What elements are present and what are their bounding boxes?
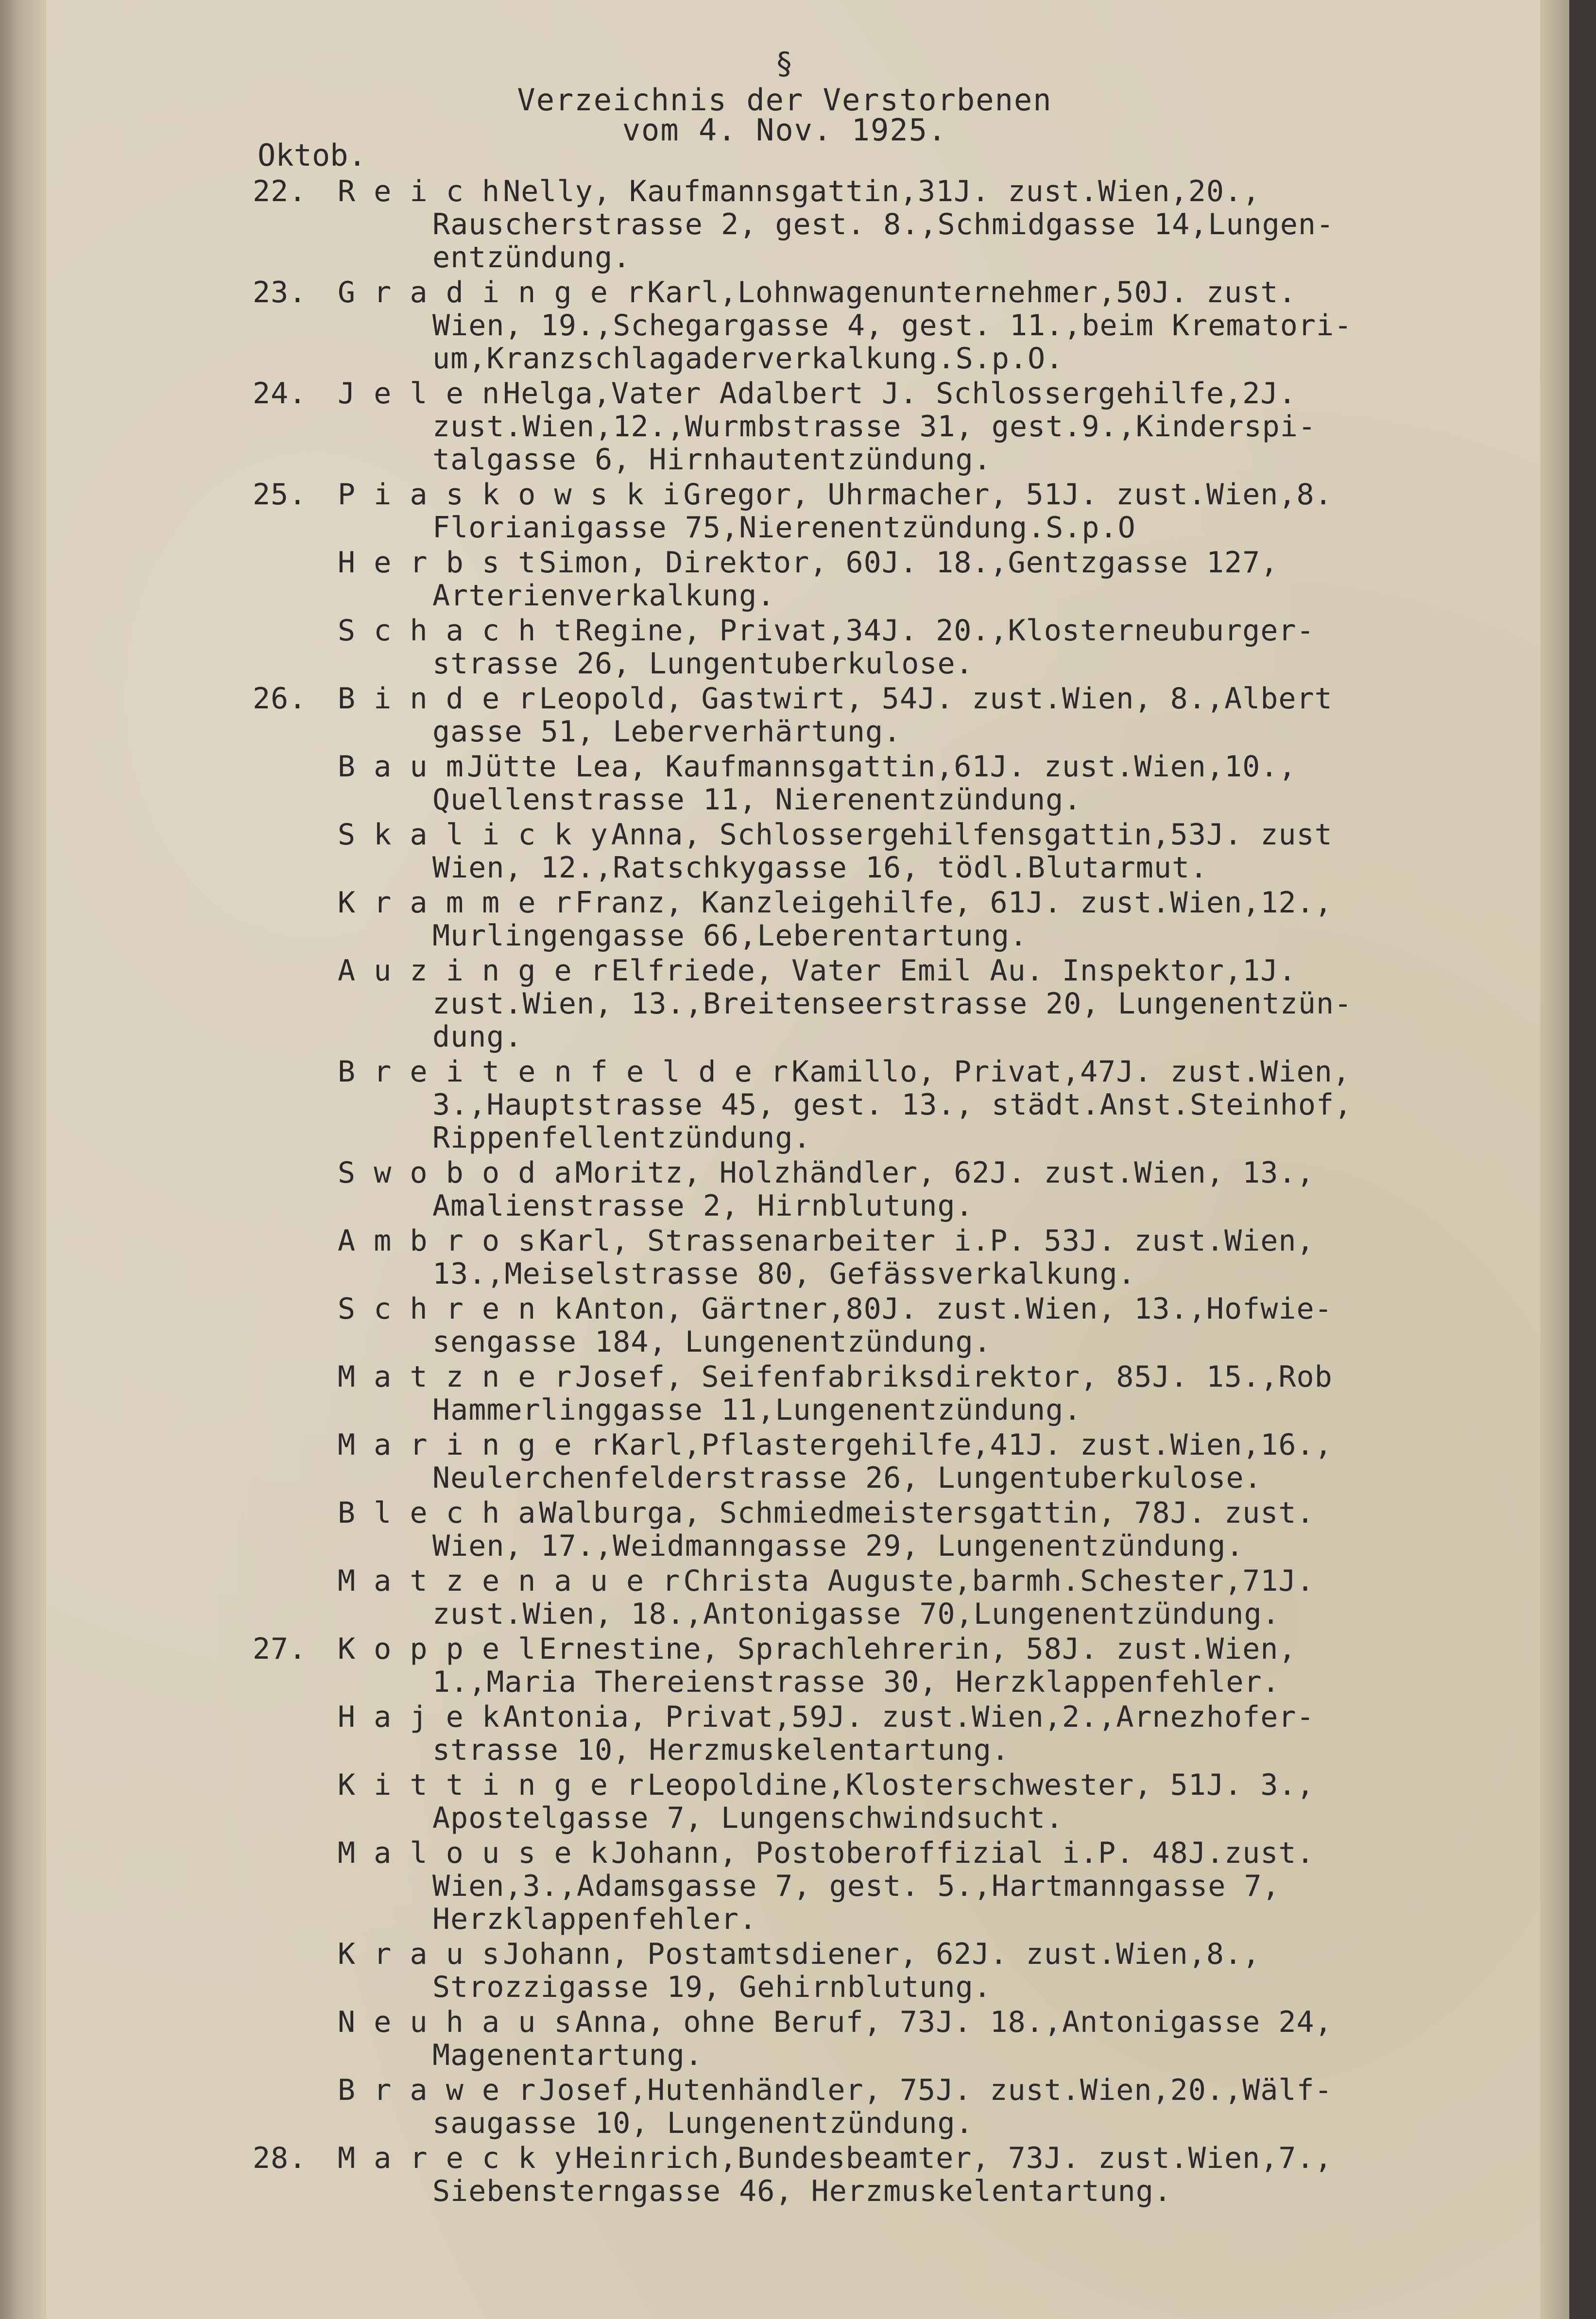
entry-line: Gregor, Uhrmacher, 51J. zust.Wien,8. — [683, 478, 1333, 512]
entry-line: Simon, Direktor, 60J. 18.,Gentzgasse 127, — [539, 546, 1279, 580]
entry-line: Jütte Lea, Kaufmannsgattin,61J. zust.Wien,10., — [466, 750, 1297, 784]
entry-line: Anton, Gärtner,80J. zust.Wien, 13.,Hofwie- — [575, 1292, 1333, 1326]
section-mark: § — [775, 46, 794, 81]
register-entry — [253, 1496, 1506, 1563]
entry-line: 3.,Hauptstrasse 45, gest. 13., städt.Anst.Steinhof, — [432, 1088, 1353, 1122]
entry-surname: J e l e n — [338, 377, 500, 411]
entry-line: Neulerchenfelderstrasse 26, Lungentuberkulose. — [432, 1461, 1262, 1495]
register-entry — [253, 1428, 1506, 1494]
entry-day: 25. — [253, 478, 307, 512]
entry-line: Johann, Postoberoffizial i.P. 48J.zust. — [611, 1836, 1315, 1870]
register-entry — [253, 818, 1506, 884]
entry-line: dung. — [432, 1020, 523, 1054]
entry-line: sengasse 184, Lungenentzündung. — [432, 1325, 992, 1359]
register-entry — [253, 1769, 1506, 1835]
document-title: Verzeichnis der Verstorbenen — [517, 82, 1052, 118]
entry-surname: A m b r o s — [338, 1224, 536, 1258]
entry-surname: S c h r e n k — [338, 1292, 572, 1326]
entry-line: Josef, Seifenfabriksdirektor, 85J. 15.,Rob — [575, 1360, 1333, 1394]
entry-line: Herzklappenfehler. — [432, 1902, 757, 1936]
entry-line: Karl,Pflastergehilfe,41J. zust.Wien,16., — [611, 1428, 1333, 1462]
entry-line: Arterienverkalkung. — [432, 579, 775, 613]
entry-line: 1.,Maria Thereienstrasse 30, Herzklappenfehler. — [432, 1665, 1280, 1699]
register-entry — [253, 682, 1506, 748]
entry-line: um,Kranzschlagaderverkalkung.S.p.O. — [432, 342, 1064, 376]
register-entry — [253, 2074, 1506, 2140]
entry-line: Magenentartung. — [432, 2038, 703, 2072]
entry-line: Franz, Kanzleigehilfe, 61J. zust.Wien,12., — [575, 886, 1333, 920]
entry-line: strasse 10, Herzmuskelentartung. — [432, 1733, 1010, 1767]
register-entry — [253, 750, 1506, 816]
entry-day: 27. — [253, 1632, 307, 1666]
entry-line: entzündung. — [432, 240, 631, 275]
entry-line: talgasse 6, Hirnhautentzündung. — [432, 443, 992, 477]
entry-line: Leopoldine,Klosterschwester, 51J. 3., — [647, 1768, 1315, 1802]
entry-surname: A u z i n g e r — [338, 954, 608, 988]
entry-line: zust.Wien,12.,Wurmbstrasse 31, gest.9.,Kinderspi- — [432, 410, 1317, 444]
register-entry — [253, 1224, 1506, 1290]
register-entry — [253, 1632, 1506, 1699]
register-entry — [253, 377, 1506, 476]
entry-line: Siebensterngasse 46, Herzmuskelentartung. — [432, 2174, 1172, 2208]
entry-day: 24. — [253, 377, 307, 411]
entry-day: 28. — [253, 2141, 307, 2175]
entry-line: zust.Wien, 13.,Breitenseerstrasse 20, Lungenentzün- — [432, 987, 1353, 1021]
entry-line: saugasse 10, Lungenentzündung. — [432, 2106, 974, 2140]
entry-day: 26. — [253, 682, 307, 716]
register-entry — [253, 1292, 1506, 1358]
entry-line: Amalienstrasse 2, Hirnblutung. — [432, 1189, 974, 1223]
entry-line: Wien, 17.,Weidmanngasse 29, Lungenentzündung. — [432, 1529, 1244, 1563]
entry-line: Murlingengasse 66,Leberentartung. — [432, 919, 1028, 953]
register-entry — [253, 478, 1506, 544]
entry-surname: H a j e k — [338, 1700, 500, 1734]
entry-line: Quellenstrasse 11, Nierenentzündung. — [432, 783, 1082, 817]
entry-surname: N e u h a u s — [338, 2005, 572, 2039]
entry-surname: G r a d i n g e r — [338, 275, 645, 309]
entry-surname: M a r i n g e r — [338, 1428, 608, 1462]
entry-day: 22. — [253, 174, 307, 208]
entry-surname: M a l o u s e k — [338, 1836, 608, 1870]
register-entry — [253, 1837, 1506, 1936]
register-entry — [253, 175, 1506, 274]
entry-line: Nelly, Kaufmannsgattin,31J. zust.Wien,20., — [503, 174, 1261, 208]
entry-line: Ernestine, Sprachlehrerin, 58J. zust.Wien, — [539, 1632, 1297, 1666]
entry-line: Hammerlinggasse 11,Lungenentzündung. — [432, 1393, 1082, 1427]
register-entry — [253, 1055, 1506, 1154]
entry-line: Helga,Vater Adalbert J. Schlossergehilfe,2J. — [503, 377, 1297, 411]
register-entry — [253, 276, 1506, 375]
register-entry — [253, 886, 1506, 952]
entry-line: Apostelgasse 7, Lungenschwindsucht. — [432, 1801, 1064, 1835]
entry-line: Wien, 19.,Schegargasse 4, gest. 11.,beim Krematori- — [432, 309, 1353, 343]
register-entry — [253, 1938, 1506, 2004]
entry-day: 23. — [253, 275, 307, 309]
entry-line: Anna, Schlossergehilfensgattin,53J. zust — [611, 818, 1333, 852]
entry-surname: H e r b s t — [338, 546, 536, 580]
entry-surname: M a t z n e r — [338, 1360, 572, 1394]
entry-line: Walburga, Schmiedmeistersgattin, 78J. zust. — [539, 1496, 1315, 1530]
entry-line: Anna, ohne Beruf, 73J. 18.,Antonigasse 24, — [575, 2005, 1333, 2039]
register-entry — [253, 2006, 1506, 2072]
entry-surname: B r e i t e n f e l d e r — [338, 1055, 789, 1089]
entry-line: Florianigasse 75,Nierenentzündung.S.p.O — [432, 511, 1136, 545]
entry-line: Antonia, Privat,59J. zust.Wien,2.,Arnezhofer- — [503, 1700, 1315, 1734]
entry-line: Johann, Postamtsdiener, 62J. zust.Wien,8., — [503, 1937, 1261, 1971]
entry-surname: P i a s k o w s k i — [338, 478, 681, 512]
entry-surname: M a t z e n a u e r — [338, 1564, 681, 1598]
register-entry — [253, 1156, 1506, 1222]
entry-line: Karl,Lohnwagenunternehmer,50J. zust. — [647, 275, 1297, 309]
entry-line: Heinrich,Bundesbeamter, 73J. zust.Wien,7., — [575, 2141, 1333, 2175]
register-entry — [253, 1564, 1506, 1631]
entry-surname: K r a m m e r — [338, 886, 572, 920]
register-entry — [253, 1701, 1506, 1767]
book-binding — [0, 0, 46, 2319]
entry-surname: B l e c h a — [338, 1496, 536, 1530]
entry-surname: B i n d e r — [338, 682, 536, 716]
register-entry — [253, 1360, 1506, 1426]
entry-surname: M a r e c k y — [338, 2141, 572, 2175]
entry-line: Leopold, Gastwirt, 54J. zust.Wien, 8.,Albert — [539, 682, 1333, 716]
entry-line: Christa Auguste,barmh.Schester,71J. — [683, 1564, 1315, 1598]
entry-line: gasse 51, Leberverhärtung. — [432, 715, 902, 749]
entry-surname: K r a u s — [338, 1937, 500, 1971]
entry-line: Wien,3.,Adamsgasse 7, gest. 5.,Hartmanngasse 7, — [432, 1869, 1280, 1903]
register-entry — [253, 546, 1506, 612]
register-entry — [253, 954, 1506, 1053]
entry-surname: B r a w e r — [338, 2073, 536, 2107]
document-date: vom 4. Nov. 1925. — [622, 112, 947, 148]
entry-line: Strozzigasse 19, Gehirnblutung. — [432, 1970, 992, 2004]
entry-line: Wien, 12.,Ratschkygasse 16, tödl.Blutarmut. — [432, 851, 1208, 885]
entry-surname: B a u m — [338, 750, 464, 784]
entry-surname: S k a l i c k y — [338, 818, 608, 852]
entry-line: Elfriede, Vater Emil Au. Inspektor,1J. — [611, 954, 1297, 988]
entry-line: Rippenfellentzündung. — [432, 1121, 811, 1155]
entry-line: Karl, Strassenarbeiter i.P. 53J. zust.Wien, — [539, 1224, 1315, 1258]
month-label: Oktob. — [257, 137, 366, 173]
entry-line: Regine, Privat,34J. 20.,Klosterneuburger- — [575, 614, 1315, 648]
entry-surname: S c h a c h t — [338, 614, 572, 648]
entry-line: zust.Wien, 18.,Antonigasse 70,Lungenentzündung. — [432, 1597, 1280, 1631]
entry-line: 13.,Meiselstrasse 80, Gefässverkalkung. — [432, 1257, 1136, 1291]
register-entry — [253, 2142, 1506, 2208]
entry-surname: S w o b o d a — [338, 1156, 572, 1190]
entry-surname: R e i c h — [338, 174, 500, 208]
entry-line: strasse 26, Lungentuberkulose. — [432, 647, 974, 681]
entry-surname: K i t t i n g e r — [338, 1768, 645, 1802]
entry-surname: K o p p e l — [338, 1632, 536, 1666]
entry-line: Kamillo, Privat,47J. zust.Wien, — [791, 1055, 1351, 1089]
page-edge — [1540, 0, 1569, 2319]
entry-line: Rauscherstrasse 2, gest. 8.,Schmidgasse 14,Lungen- — [432, 207, 1335, 241]
register-entry — [253, 614, 1506, 680]
entry-line: Josef,Hutenhändler, 75J. zust.Wien,20.,Wälf- — [539, 2073, 1333, 2107]
entry-line: Moritz, Holzhändler, 62J. zust.Wien, 13., — [575, 1156, 1315, 1190]
